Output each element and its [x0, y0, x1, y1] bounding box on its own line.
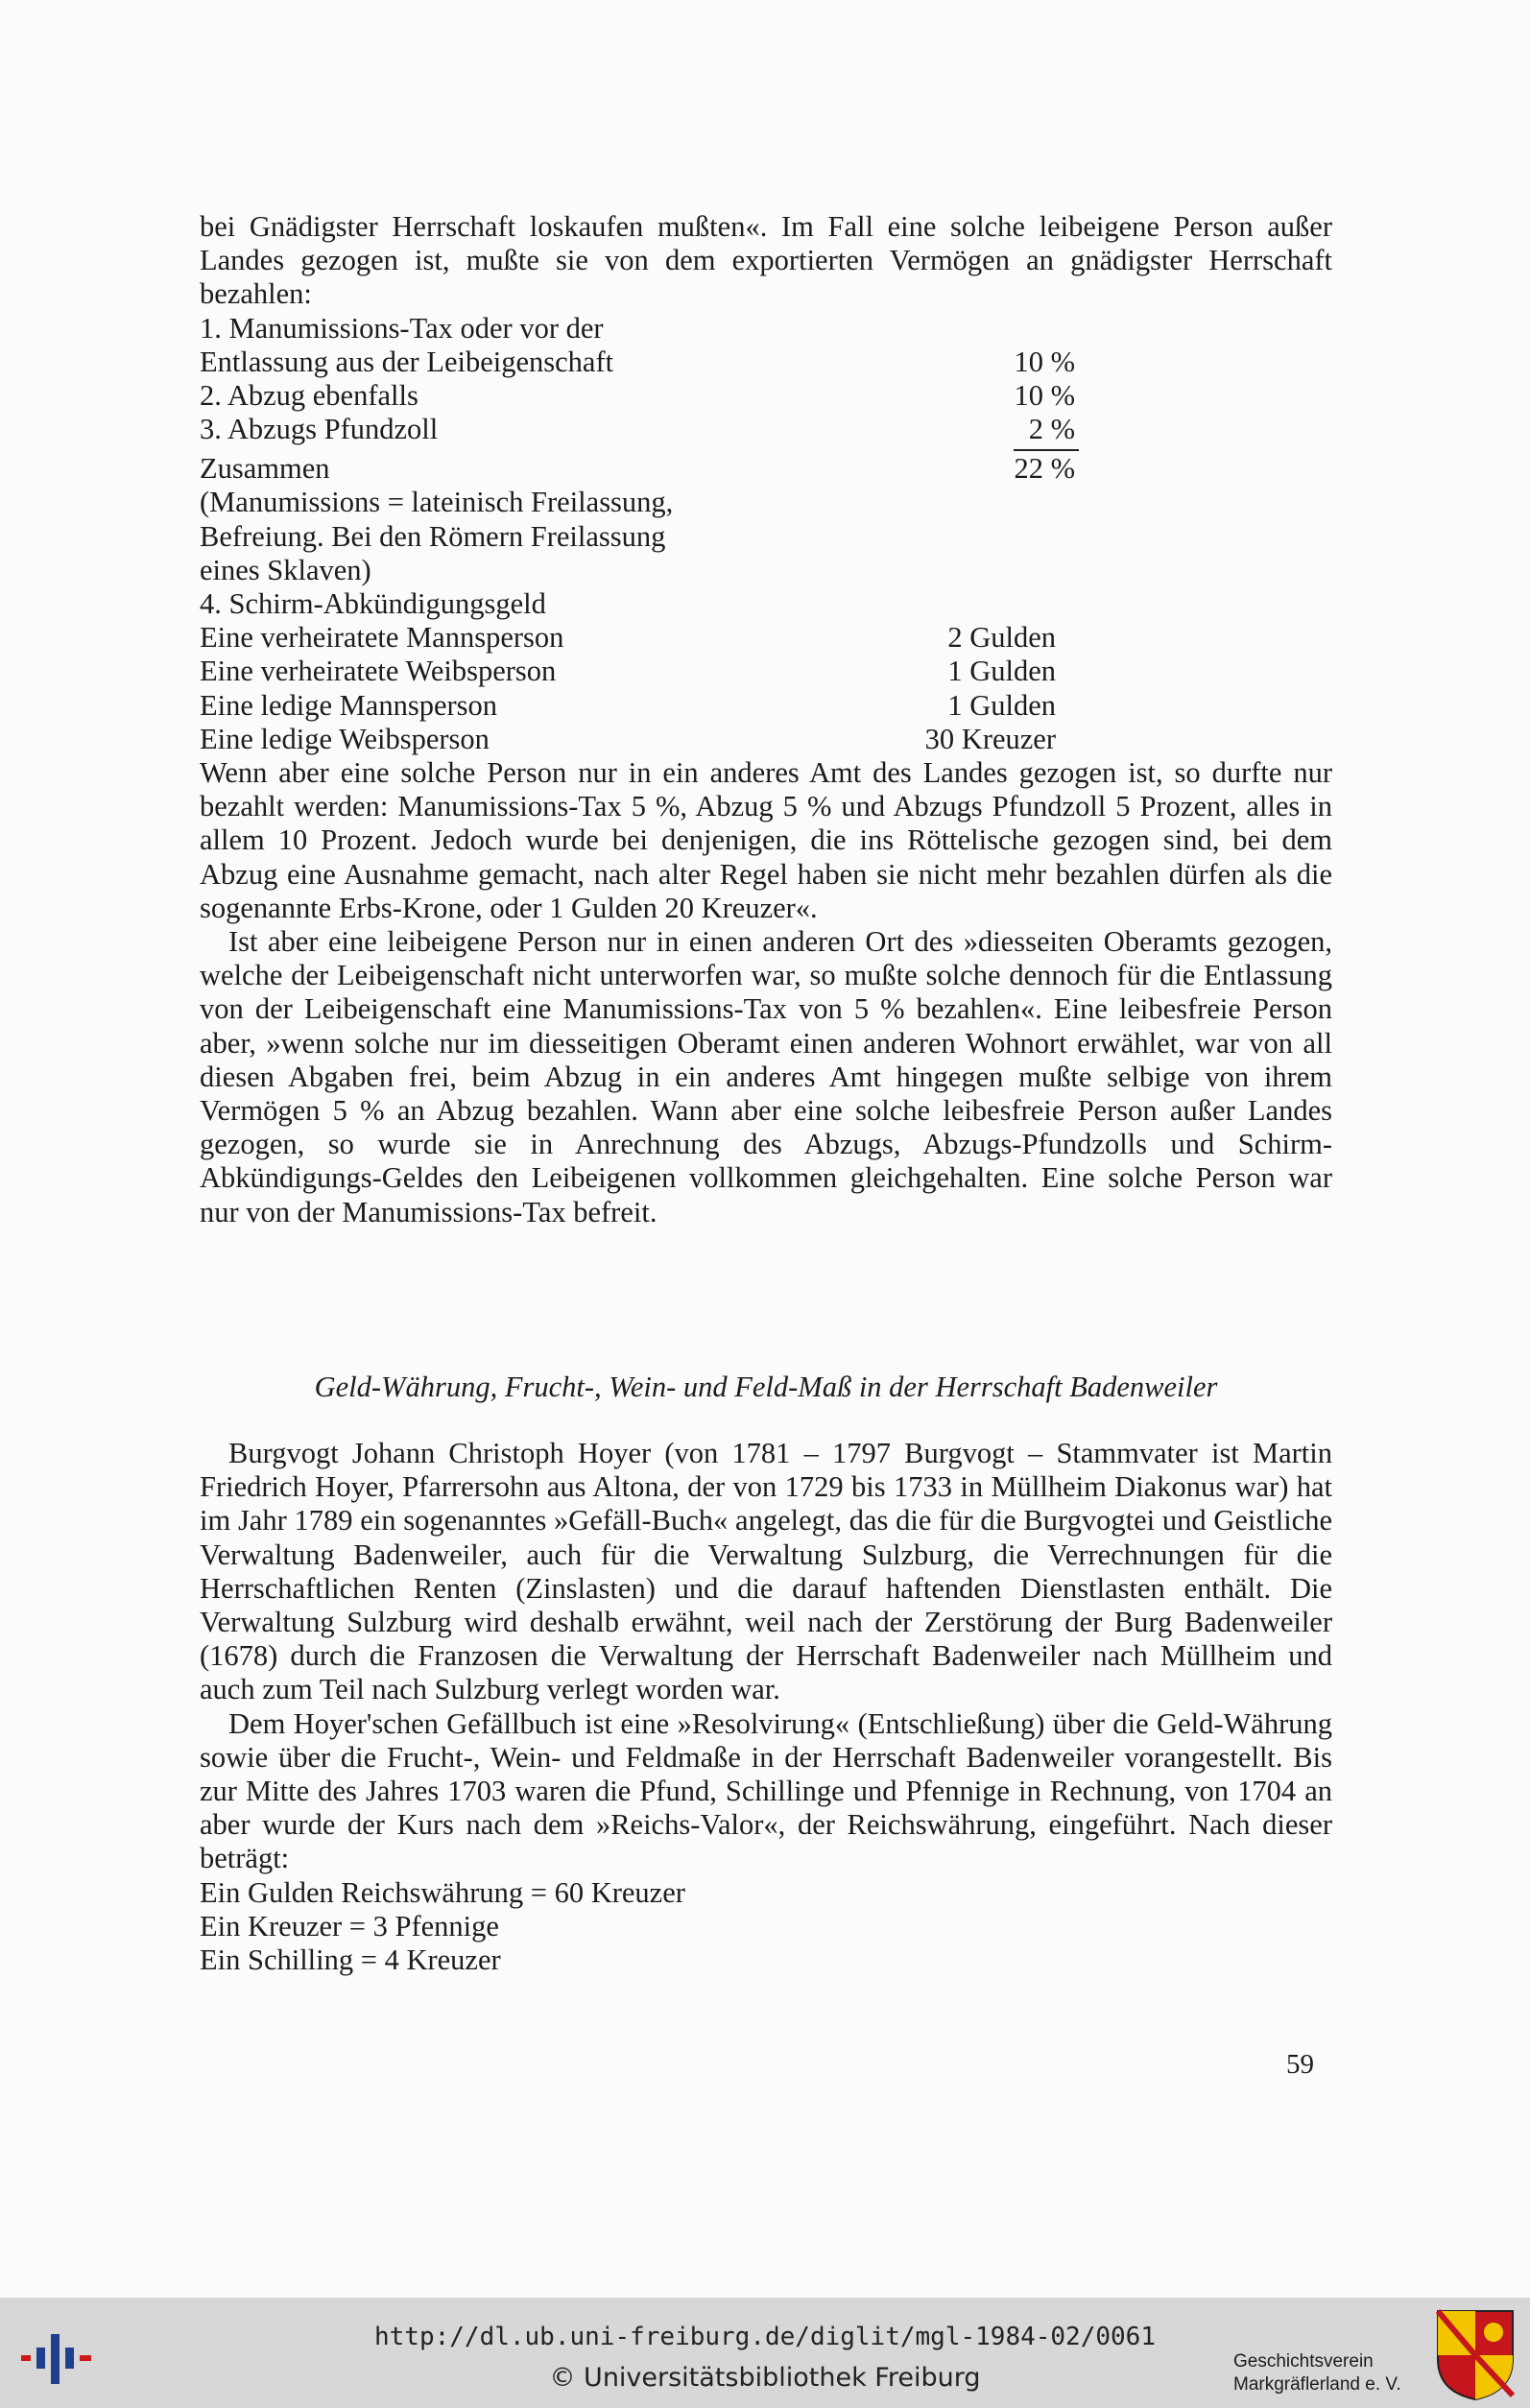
list-row-label: Entlassung aus der Leibeigenschaft: [200, 345, 614, 378]
paragraph: Wenn aber eine solche Person nur in ein anderes Amt des Landes gezogen ist, so durfte nur bezahlt werden: Manumissions-Tax 5 %, Abzug 5 % und Abzugs Pfundzoll 5 Prozent, alles in allem 10 Prozent. Jedoch wurde bei denjenigen, die ins Röttelische gezogen sind, bei dem Abzug eine Ausnahme gemacht, nach alter Regel haben sie nicht mehr bezahlen dürfen als die sogenannte Erbs-Krone, oder 1 Gulden 20 Kreuzer«.: [200, 755, 1332, 924]
note-line: Befreiung. Bei den Römern Freilassung: [200, 519, 666, 553]
coat-of-arms-icon: [1436, 2309, 1515, 2401]
fee-row-label: Eine ledige Weibsperson: [200, 722, 490, 755]
list-row: [200, 346, 1332, 379]
list-row: [200, 379, 1332, 413]
fee-row: [200, 621, 1332, 655]
total-value: 22 %: [1014, 452, 1075, 486]
list-row-value: 2 %: [1028, 413, 1075, 446]
fee-row-label: Eine verheiratete Weibsperson: [200, 655, 557, 688]
page-number: 59: [1286, 2049, 1314, 2080]
upper-text-block: [200, 210, 1332, 1229]
fee-row: [200, 655, 1332, 688]
intro-paragraph: bei Gnädigster Herrschaft loskaufen mußten«. Im Fall eine solche leibeigene Person außer Landes gezogen ist, mußte sie von dem exportierten Vermögen an gnädigster Herrschaft bezahlen:: [200, 210, 1332, 311]
list-row: [200, 413, 1332, 452]
fee-row: [200, 723, 1332, 756]
note-line: (Manumissions = lateinisch Freilassung,: [200, 486, 674, 519]
footer-bar: [0, 2298, 1530, 2408]
fee-row-value: 1 Gulden: [947, 688, 1056, 722]
total-label: Zusammen: [200, 452, 330, 486]
list-row-value: 10 %: [1014, 378, 1075, 412]
list-row: [200, 312, 1332, 346]
sum-rule: [1014, 449, 1079, 451]
society-line: Geschichtsverein: [1233, 2351, 1374, 2372]
paragraph: Dem Hoyer'schen Gefällbuch ist eine »Resolvirung« (Entschließung) über die Geld-Währung sowie über die Frucht-, Wein- und Feldmaße in der Herrschaft Badenweiler vorangestellt. Bis zur Mitte des Jahres 1703 waren die Pfund, Schillinge und Pfennige in Rechnung, von 1704 an aber wurde der Kurs nach dem »Reichs-Valor«, der Reichswährung, eingeführt. Nach dieser beträgt:: [200, 1706, 1332, 1875]
copyright-text: © Universitätsbibliothek Freiburg: [549, 2363, 981, 2393]
list-row-label: 2. Abzug ebenfalls: [200, 378, 418, 412]
note-line: eines Sklaven): [200, 553, 371, 586]
note-line: 4. Schirm-Abkündigungsgeld: [200, 586, 546, 620]
fee-row-label: Eine verheiratete Mannsperson: [200, 621, 564, 655]
paragraph: Burgvogt Johann Christoph Hoyer (von 1781 – 1797 Burgvogt – Stammvater ist Martin Friedrich Hoyer, Pfarrersohn aus Altona, der von 1729 bis 1733 in Müllheim Diakonus war) hat im Jahr 1789 ein sogenanntes »Gefäll-Buch« angelegt, das die für die Burgvogtei und Geistliche Verwaltung Badenweiler, auch für die Verwaltung Sulzburg, die Verrechnungen für die Herrschaftlichen Renten (Zinslasten) und die darauf haftenden Dienstlasten enthält. Die Verwaltung Sulzburg wird deshalb erwähnt, weil nach der Zerstörung der Burg Badenweiler (1678) durch die Franzosen die Verwaltung der Herrschaft Badenweiler nach Müllheim und auch zum Teil nach Sulzburg verlegt worden war.: [200, 1437, 1332, 1706]
currency-line: Ein Kreuzer = 3 Pfennige: [200, 1909, 499, 1943]
fee-row: [200, 689, 1332, 723]
currency-line: Ein Gulden Reichswährung = 60 Kreuzer: [200, 1875, 685, 1909]
currency-line: Ein Schilling = 4 Kreuzer: [200, 1943, 501, 1977]
list-row-label: 3. Abzugs Pfundzoll: [200, 413, 439, 446]
society-name: [1233, 2350, 1425, 2396]
total-row: [200, 452, 1332, 486]
society-line: Markgräflerland e. V.: [1233, 2374, 1401, 2395]
permalink-url[interactable]: http://dl.ub.uni-freiburg.de/diglit/mgl-1984-02/0061: [374, 2323, 1156, 2351]
section-heading: Geld-Währung, Frucht-, Wein- und Feld-Maß in der Herrschaft Badenweiler: [314, 1371, 1218, 1403]
paragraph: Ist aber eine leibeigene Person nur in einen anderen Ort des »diesseiten Oberamts gezogen, welche der Leibeigenschaft nicht unterworfen war, so mußte solche dennoch für die Entlassung von der Leibeigenschaft eine Manumissions-Tax von 5 % bezahlen«. Eine leibesfreie Person aber, »wenn solche nur im diesseitigen Oberamt einen anderen Wohnort erwählet, war von all diesen Abgaben frei, beim Abzug in ein anderes Amt hingegen mußte selbige von ihrem Vermögen 5 % an Abzug bezahlen. Wann aber eine solche leibesfreie Person außer Landes gezogen, so wurde sie in Anrechnung des Abzugs, Abzugs-Pfundzolls und Schirm-Abkündigungs-Geldes den Leibeigenen vollkommen gleichgehalten. Eine solche Person war nur von der Manumissions-Tax befreit.: [200, 924, 1332, 1228]
lower-text-block: [200, 1437, 1332, 1977]
list-row-value: 10 %: [1014, 345, 1075, 378]
fee-row-value: 1 Gulden: [947, 655, 1056, 688]
fee-row-value: 30 Kreuzer: [924, 722, 1056, 755]
list-row-label: 1. Manumissions-Tax oder vor der: [200, 311, 604, 345]
fee-row-label: Eine ledige Mannsperson: [200, 688, 498, 722]
fee-row-value: 2 Gulden: [947, 621, 1056, 655]
